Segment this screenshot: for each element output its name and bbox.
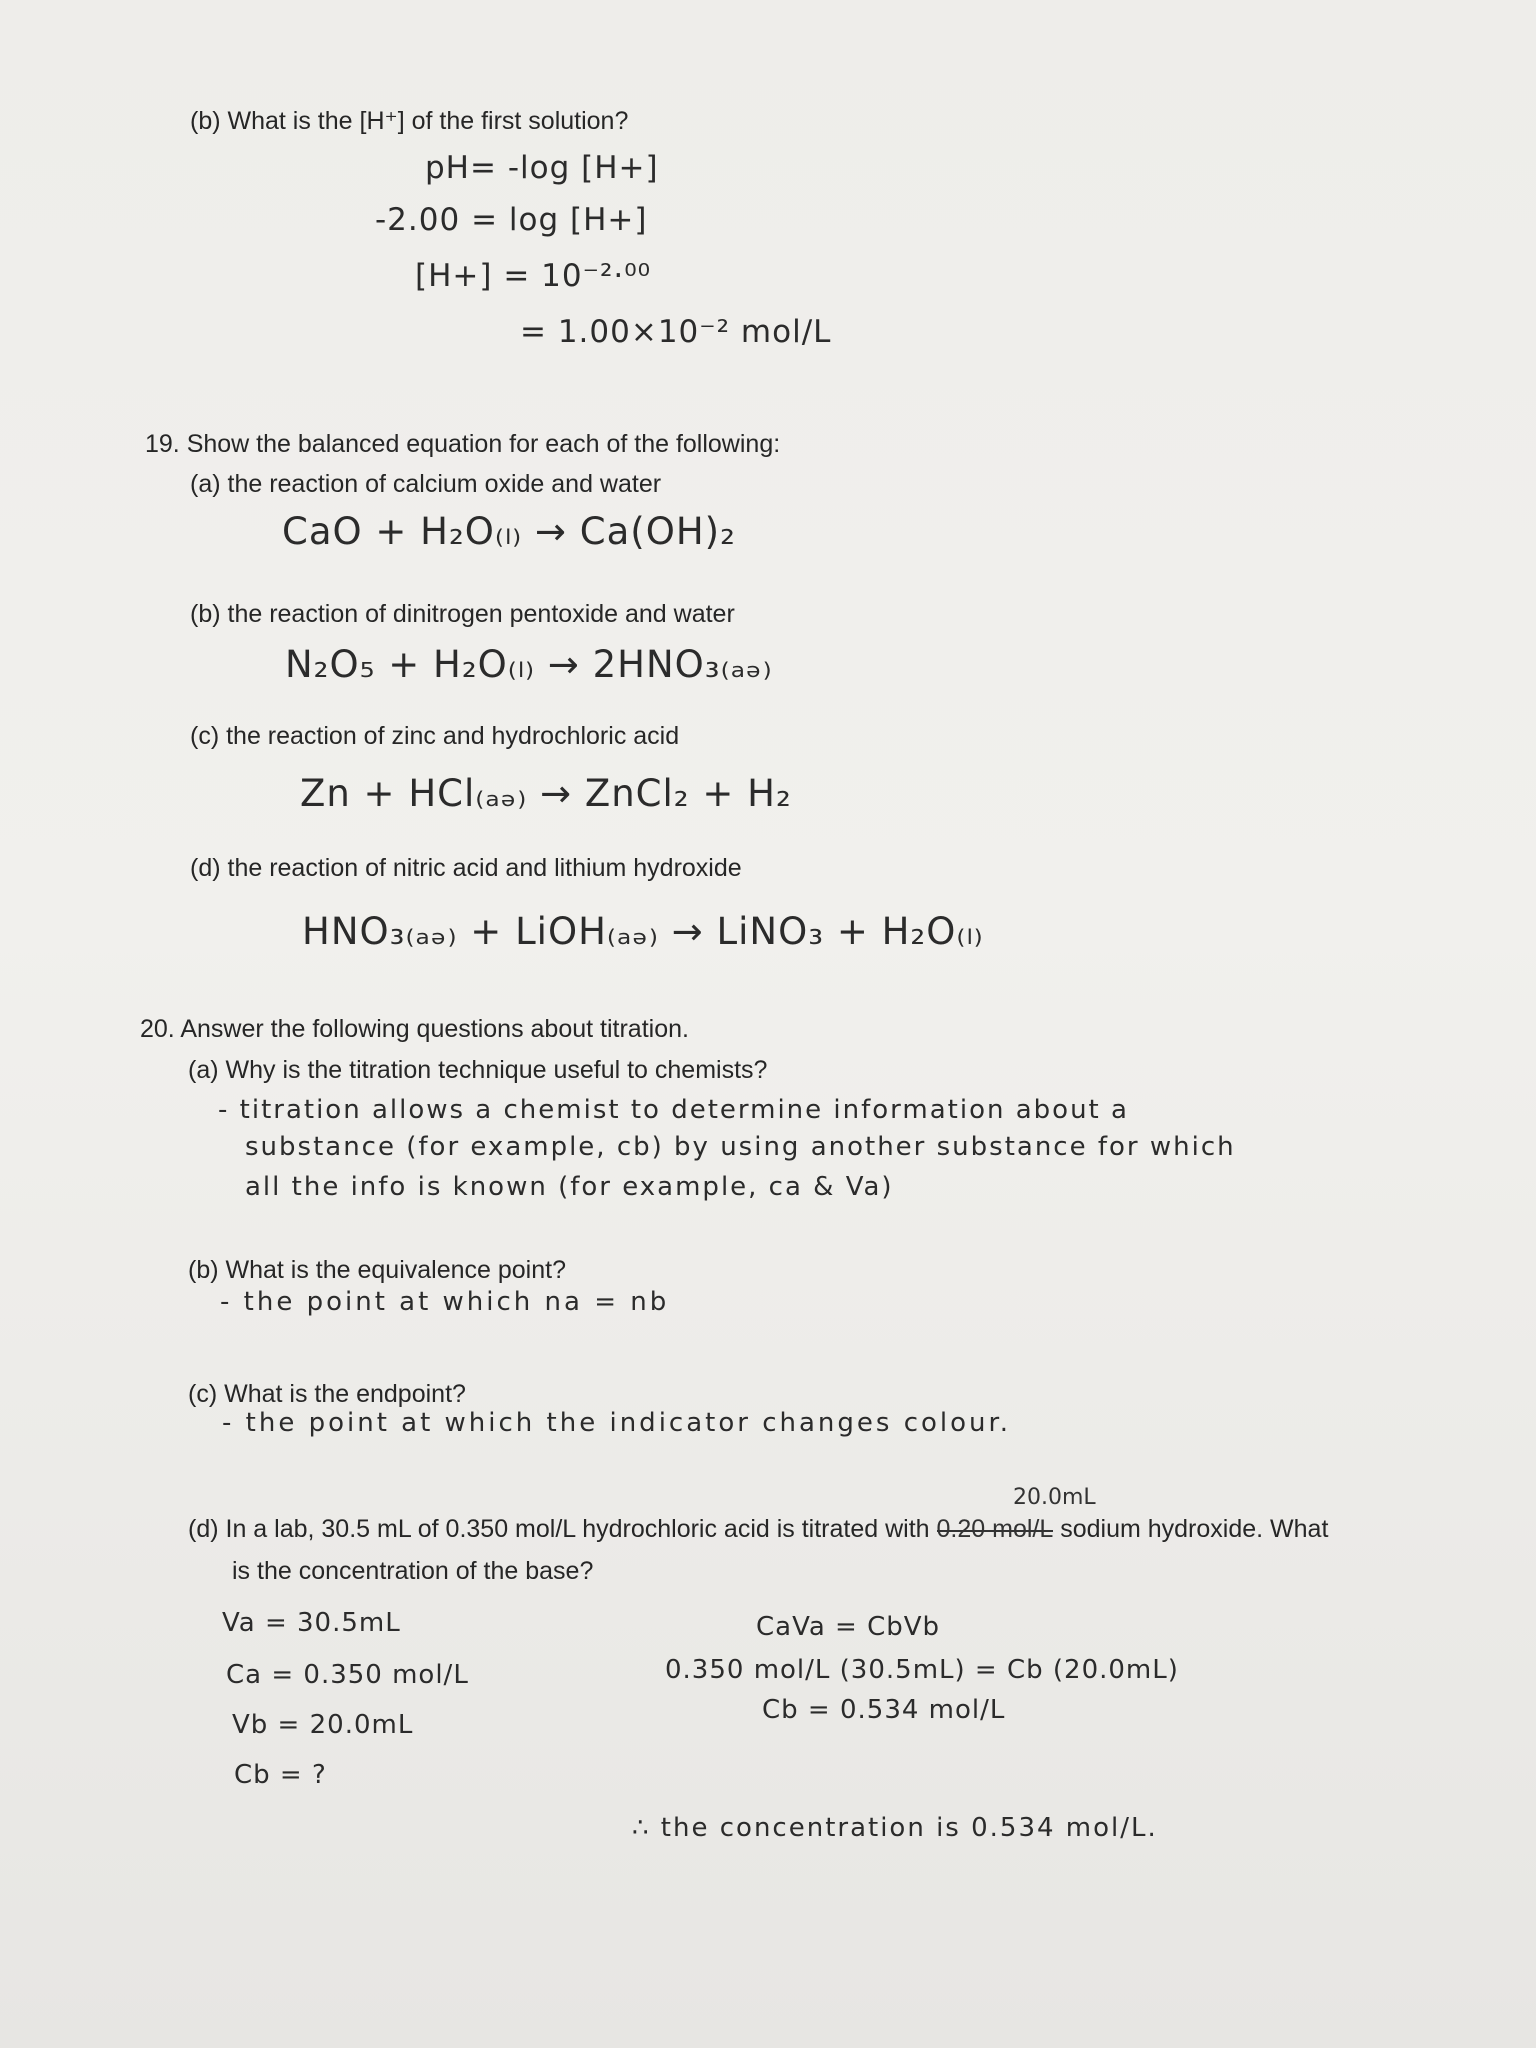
q20d-prompt-line-2: is the concentration of the base? [232, 1557, 594, 1585]
q18b-work-line-1: pH= -log [H+] [425, 150, 659, 186]
q19c-prompt: (c) the reaction of zinc and hydrochloric acid [190, 722, 680, 750]
q20a-answer-line-1: - titration allows a chemist to determine information about a [218, 1095, 1129, 1125]
q20d-prompt-part-1: (d) In a lab, 30.5 mL of 0.350 mol/L hydrochloric acid is titrated with [188, 1515, 937, 1543]
q19c-answer: Zn + HCl₍ₐₔ₎ → ZnCl₂ + H₂ [300, 772, 792, 815]
q20c-answer: - the point at which the indicator changes colour. [222, 1408, 1012, 1438]
q18b-work-line-3: [H+] = 10⁻²·⁰⁰ [415, 258, 652, 294]
q20d-given-cb: Cb = ? [234, 1760, 327, 1790]
q20a-prompt: (a) Why is the titration technique useful to chemists? [188, 1056, 768, 1084]
q20d-correction-note: 20.0mL [1013, 1485, 1096, 1510]
q18b-work-line-4: = 1.00×10⁻² mol/L [520, 314, 832, 350]
q19a-prompt: (a) the reaction of calcium oxide and water [190, 470, 662, 498]
q20d-given-vb: Vb = 20.0mL [232, 1710, 414, 1740]
q20d-work-line-2: 0.350 mol/L (30.5mL) = Cb (20.0mL) [665, 1655, 1179, 1685]
q20d-prompt-part-2: sodium hydroxide. What [1053, 1515, 1329, 1543]
q18b-prompt: (b) What is the [H⁺] of the first solution? [190, 107, 629, 135]
q19d-prompt: (d) the reaction of nitric acid and lithium hydroxide [190, 854, 742, 882]
q20d-work-line-3: Cb = 0.534 mol/L [762, 1695, 1006, 1725]
q20b-answer: - the point at which na = nb [220, 1287, 670, 1317]
q20d-given-ca: Ca = 0.350 mol/L [226, 1660, 469, 1690]
q18b-work-line-2: -2.00 = log [H+] [375, 202, 648, 238]
q20a-answer-line-3: all the info is known (for example, ca & Va) [245, 1172, 894, 1202]
q19a-answer: CaO + H₂O₍ₗ₎ → Ca(OH)₂ [282, 510, 736, 553]
q19-heading: 19. Show the balanced equation for each of the following: [145, 430, 781, 458]
q20d-given-va: Va = 30.5mL [222, 1608, 401, 1638]
q19d-answer: HNO₃₍ₐₔ₎ + LiOH₍ₐₔ₎ → LiNO₃ + H₂O₍ₗ₎ [302, 910, 984, 953]
q20a-answer-line-2: substance (for example, cb) by using another substance for which [245, 1132, 1236, 1162]
q20d-prompt-line-1 [188, 1515, 1328, 1544]
q20d-conclusion: ∴ the concentration is 0.534 mol/L. [632, 1813, 1158, 1843]
q20d-work-line-1: CaVa = CbVb [756, 1612, 941, 1642]
q20d-struck-value: 0.20 mol/L [936, 1515, 1054, 1543]
q19b-answer: N₂O₅ + H₂O₍ₗ₎ → 2HNO₃₍ₐₔ₎ [285, 643, 773, 686]
q20-heading: 20. Answer the following questions about titration. [140, 1015, 689, 1043]
q20c-prompt: (c) What is the endpoint? [188, 1380, 466, 1408]
q19b-prompt: (b) the reaction of dinitrogen pentoxide and water [190, 600, 735, 628]
q20b-prompt: (b) What is the equivalence point? [188, 1256, 566, 1284]
